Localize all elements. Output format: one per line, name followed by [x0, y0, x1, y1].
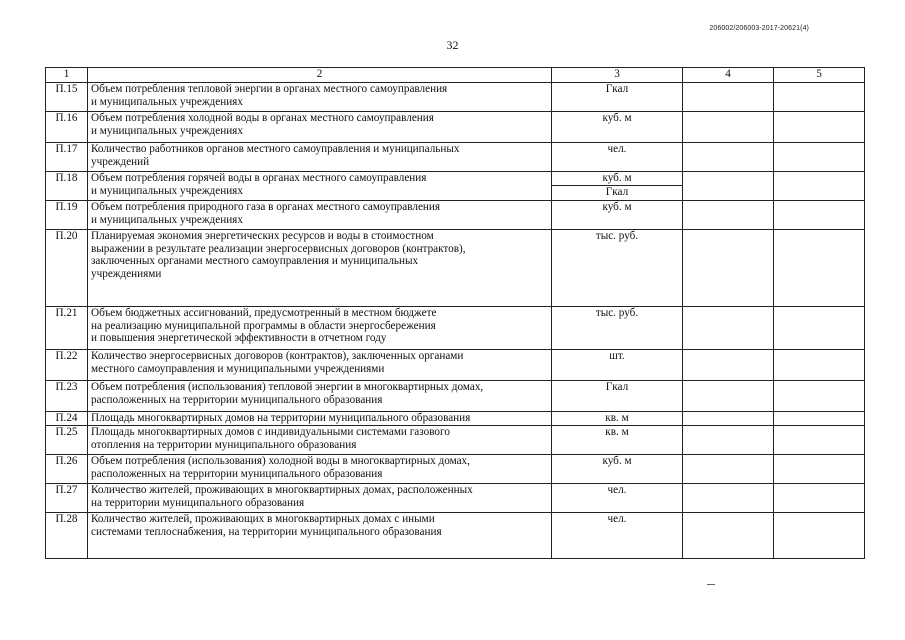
table-row	[46, 230, 865, 307]
column-header: 4	[683, 68, 774, 83]
value-cell-col5	[774, 83, 865, 112]
indicators-table	[45, 67, 865, 559]
table-row	[46, 172, 865, 201]
row-unit: шт.	[609, 350, 625, 362]
table-header-row	[46, 68, 865, 83]
table-row	[46, 513, 865, 559]
row-unit: кв. м	[605, 412, 629, 424]
page-number: 32	[446, 38, 459, 52]
row-unit: Гкал	[605, 83, 629, 95]
value-cell-col5	[774, 484, 865, 513]
row-number: П.20	[46, 230, 88, 307]
row-unit: тыс. руб.	[595, 307, 639, 319]
value-cell-col5	[774, 143, 865, 172]
value-cell-col5	[774, 513, 865, 559]
row-unit: Гкал	[552, 185, 682, 199]
row-unit: чел.	[607, 484, 627, 496]
row-description: Объем потребления тепловой энергии в органах местного самоуправления и муниципальных учреждениях	[88, 83, 552, 112]
value-cell-col5	[774, 455, 865, 484]
row-number: П.16	[46, 112, 88, 143]
row-unit-cell	[552, 172, 683, 201]
value-cell-col5	[774, 350, 865, 381]
table-row	[46, 143, 865, 172]
row-description: Объем потребления горячей воды в органах местного самоуправления и муниципальных учреждениях	[88, 172, 552, 201]
value-cell-col5	[774, 426, 865, 455]
row-description: Площадь многоквартирных домов с индивидуальными системами газового отопления на территории муниципального образования	[88, 426, 552, 455]
value-cell-col4	[683, 484, 774, 513]
row-unit-cell	[552, 426, 683, 455]
value-cell-col5	[774, 381, 865, 412]
row-description: Количество жителей, проживающих в многоквартирных домах, расположенных на территории муниципального образования	[88, 484, 552, 513]
row-number: П.27	[46, 484, 88, 513]
row-unit: чел.	[607, 143, 627, 155]
row-unit-cell	[552, 230, 683, 307]
row-unit: Гкал	[605, 381, 629, 393]
value-cell-col4	[683, 350, 774, 381]
row-unit: тыс. руб.	[595, 230, 639, 242]
value-cell-col5	[774, 201, 865, 230]
row-number: П.22	[46, 350, 88, 381]
row-description: Объем потребления холодной воды в органах местного самоуправления и муниципальных учреждениях	[88, 112, 552, 143]
row-number: П.15	[46, 83, 88, 112]
row-description: Планируемая экономия энергетических ресурсов и воды в стоимостном выражении в результате реализации энергосервисных договоров (контрактов), заключенных органами местного самоуправления и муниципальных учреждениями	[88, 230, 552, 307]
row-description: Объем бюджетных ассигнований, предусмотренный в местном бюджете на реализацию муниципальной программы в области энергосбережения и повышения энергетической эффективности в отчетном году	[88, 307, 552, 350]
page-mark	[707, 584, 715, 585]
value-cell-col5	[774, 412, 865, 426]
row-unit: куб. м	[602, 172, 632, 184]
column-header: 5	[774, 68, 865, 83]
value-cell-col5	[774, 307, 865, 350]
row-number: П.24	[46, 412, 88, 426]
table-row	[46, 83, 865, 112]
value-cell-col5	[774, 230, 865, 307]
row-unit: чел.	[607, 513, 627, 525]
row-number: П.28	[46, 513, 88, 559]
value-cell-col4	[683, 201, 774, 230]
row-description: Объем потребления (использования) тепловой энергии в многоквартирных домах, расположенных на территории муниципального образования	[88, 381, 552, 412]
value-cell-col4	[683, 455, 774, 484]
row-unit: кв. м	[605, 426, 629, 438]
value-cell-col4	[683, 230, 774, 307]
row-unit-cell	[552, 112, 683, 143]
row-number: П.26	[46, 455, 88, 484]
row-description: Объем потребления (использования) холодной воды в многоквартирных домах, расположенных на территории муниципального образования	[88, 455, 552, 484]
table-row	[46, 307, 865, 350]
value-cell-col4	[683, 513, 774, 559]
value-cell-col4	[683, 112, 774, 143]
row-unit-cell	[552, 307, 683, 350]
row-unit-cell	[552, 143, 683, 172]
row-description: Объем потребления природного газа в органах местного самоуправления и муниципальных учреждениях	[88, 201, 552, 230]
row-unit-cell	[552, 350, 683, 381]
value-cell-col4	[683, 307, 774, 350]
row-description: Количество жителей, проживающих в многоквартирных домах с иными системами теплоснабжения, на территории муниципального образования	[88, 513, 552, 559]
row-number: П.25	[46, 426, 88, 455]
value-cell-col5	[774, 112, 865, 143]
table-row	[46, 455, 865, 484]
row-number: П.23	[46, 381, 88, 412]
table-row	[46, 201, 865, 230]
row-unit-cell	[552, 201, 683, 230]
row-unit: куб. м	[602, 201, 632, 213]
row-number: П.21	[46, 307, 88, 350]
row-unit: куб. м	[602, 455, 632, 467]
table-row	[46, 412, 865, 426]
value-cell-col4	[683, 83, 774, 112]
value-cell-col4	[683, 172, 774, 201]
column-header: 1	[46, 68, 88, 83]
value-cell-col4	[683, 412, 774, 426]
value-cell-col4	[683, 426, 774, 455]
row-number: П.19	[46, 201, 88, 230]
row-unit: куб. м	[602, 112, 632, 124]
table-row	[46, 426, 865, 455]
table-row	[46, 112, 865, 143]
row-description: Площадь многоквартирных домов на территории муниципального образования	[88, 412, 552, 426]
row-unit-cell	[552, 412, 683, 426]
column-header: 2	[88, 68, 552, 83]
table-row	[46, 381, 865, 412]
document-id: 206002/206003-2017-20621(4)	[709, 25, 809, 32]
row-unit-cell	[552, 513, 683, 559]
row-unit-cell	[552, 381, 683, 412]
value-cell-col5	[774, 172, 865, 201]
row-description: Количество энергосервисных договоров (контрактов), заключенных органами местного самоуправления и муниципальными учреждениями	[88, 350, 552, 381]
table-row	[46, 350, 865, 381]
value-cell-col4	[683, 381, 774, 412]
column-header: 3	[552, 68, 683, 83]
value-cell-col4	[683, 143, 774, 172]
row-unit-cell	[552, 484, 683, 513]
table-row	[46, 484, 865, 513]
row-unit-cell	[552, 83, 683, 112]
row-number: П.18	[46, 172, 88, 201]
row-number: П.17	[46, 143, 88, 172]
row-unit-cell	[552, 455, 683, 484]
row-description: Количество работников органов местного самоуправления и муниципальных учреждений	[88, 143, 552, 172]
table-body	[46, 83, 865, 559]
